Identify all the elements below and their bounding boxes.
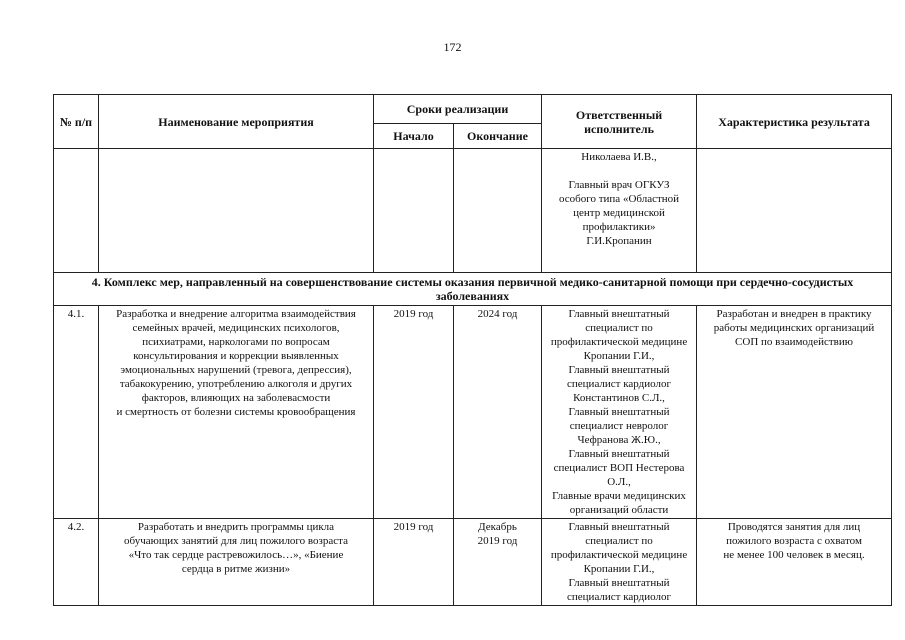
name-line: эмоциональных нарушений (тревога, депрессия), xyxy=(120,364,352,376)
cell-start: 2019 год xyxy=(374,306,454,519)
cell-num: 4.1. xyxy=(54,306,99,519)
responsible-line: Кропании Г.И., xyxy=(583,563,655,575)
responsible-line: Главный внештатный xyxy=(568,521,670,533)
responsible-line: центр медицинской xyxy=(573,207,665,219)
responsible-line: специалист кардиолог xyxy=(567,378,671,390)
end-line: 2019 год xyxy=(477,535,518,547)
cell-name xyxy=(99,306,374,519)
table-row-continuation xyxy=(54,149,892,273)
responsible-line: Г.И.Кропанин xyxy=(586,235,652,247)
responsible-line: Чефранова Ж.Ю., xyxy=(577,434,661,446)
name-line: семейных врачей, медицинских психологов, xyxy=(132,322,340,334)
responsible-line: Главный внештатный xyxy=(568,308,670,320)
responsible-line: организаций области xyxy=(569,504,669,516)
responsible-line: специалист ВОП Нестерова xyxy=(553,462,685,474)
responsible-line: профилактики» xyxy=(582,221,656,233)
name-line: «Что так сердце растревожилось…», «Биение xyxy=(128,549,344,561)
result-line: не менее 100 человек в месяц. xyxy=(723,549,865,561)
responsible-line: профилактической медицине xyxy=(550,336,688,348)
responsible-line: специалист по xyxy=(585,322,653,334)
header-row-top xyxy=(54,95,892,124)
cell-responsible xyxy=(542,149,697,273)
header-responsible: Ответственный исполнитель xyxy=(542,95,697,149)
responsible-line: Главный внештатный xyxy=(568,577,670,589)
responsible-line: Константинов С.Л., xyxy=(573,392,665,404)
name-line: консультирования и коррекции выявленных xyxy=(133,350,339,362)
responsible-line: Главный внештатный xyxy=(568,448,670,460)
responsible-line: Главный внештатный xyxy=(568,364,670,376)
cell-start: 2019 год xyxy=(374,519,454,606)
section-row xyxy=(54,273,892,306)
cell-result xyxy=(697,306,892,519)
name-line: Разработать и внедрить программы цикла xyxy=(137,521,335,533)
page-number: 172 xyxy=(443,40,462,54)
header-start: Начало xyxy=(374,124,454,149)
cell-responsible xyxy=(542,306,697,519)
table-row xyxy=(54,306,892,519)
responsible-line: специалист невролог xyxy=(569,420,669,432)
result-line: работы медицинских организаций xyxy=(713,322,875,334)
header-terms: Сроки реализации xyxy=(374,95,542,124)
cell-num: 4.2. xyxy=(54,519,99,606)
name-line: Разработка и внедрение алгоритма взаимодействия xyxy=(116,308,356,320)
responsible-line: О.Л., xyxy=(607,476,631,488)
header-num: № п/п xyxy=(54,95,99,149)
cell-responsible xyxy=(542,519,697,606)
responsible-line: специалист кардиолог xyxy=(567,591,671,603)
cell-num xyxy=(54,149,99,273)
header-name: Наименование мероприятия xyxy=(99,95,374,149)
cell-name xyxy=(99,519,374,606)
result-line: пожилого возраста с охватом xyxy=(726,535,862,547)
end-line: Декабрь xyxy=(478,521,517,533)
cell-end: 2024 год xyxy=(454,306,542,519)
cell-end xyxy=(454,519,542,606)
responsible-line: Главные врачи медицинских xyxy=(552,490,686,502)
name-line: факторов, влияющих на заболевасмости xyxy=(141,392,331,404)
result-line: Разработан и внедрен в практику xyxy=(716,308,872,320)
cell-start xyxy=(374,149,454,273)
table-row xyxy=(54,519,892,606)
responsible-line: Главный внештатный xyxy=(568,406,670,418)
responsible-line: Кропании Г.И., xyxy=(583,350,655,362)
responsible-line: Главный врач ОГКУЗ xyxy=(568,179,670,191)
responsible-line: профилактической медицине xyxy=(550,549,688,561)
name-line: психиатрами, наркологами по вопросам xyxy=(142,336,330,348)
cell-end xyxy=(454,149,542,273)
name-line: сердца в ритме жизни» xyxy=(181,563,291,575)
cell-result xyxy=(697,519,892,606)
name-line: табакокурению, употреблению алкоголя и других xyxy=(119,378,353,390)
activities-table xyxy=(53,94,892,606)
cell-result xyxy=(697,149,892,273)
section-title: 4. Комплекс мер, направленный на совершенствование системы оказания первичной медико-санитарной помощи при сердечно-сосудистых заболеваниях xyxy=(54,273,892,306)
responsible-line: специалист по xyxy=(585,535,653,547)
result-line: Проводятся занятия для лиц xyxy=(727,521,861,533)
result-line: СОП по взаимодействию xyxy=(735,336,853,348)
header-end: Окончание xyxy=(454,124,542,149)
cell-name xyxy=(99,149,374,273)
responsible-line: особого типа «Областной xyxy=(558,193,680,205)
header-result: Характеристика результата xyxy=(697,95,892,149)
responsible-line xyxy=(545,164,693,178)
responsible-line: Николаева И.В., xyxy=(581,151,657,163)
name-line: и смертность от болезни системы кровообращения xyxy=(116,406,356,418)
name-line: обучающих занятий для лиц пожилого возраста xyxy=(124,535,348,547)
